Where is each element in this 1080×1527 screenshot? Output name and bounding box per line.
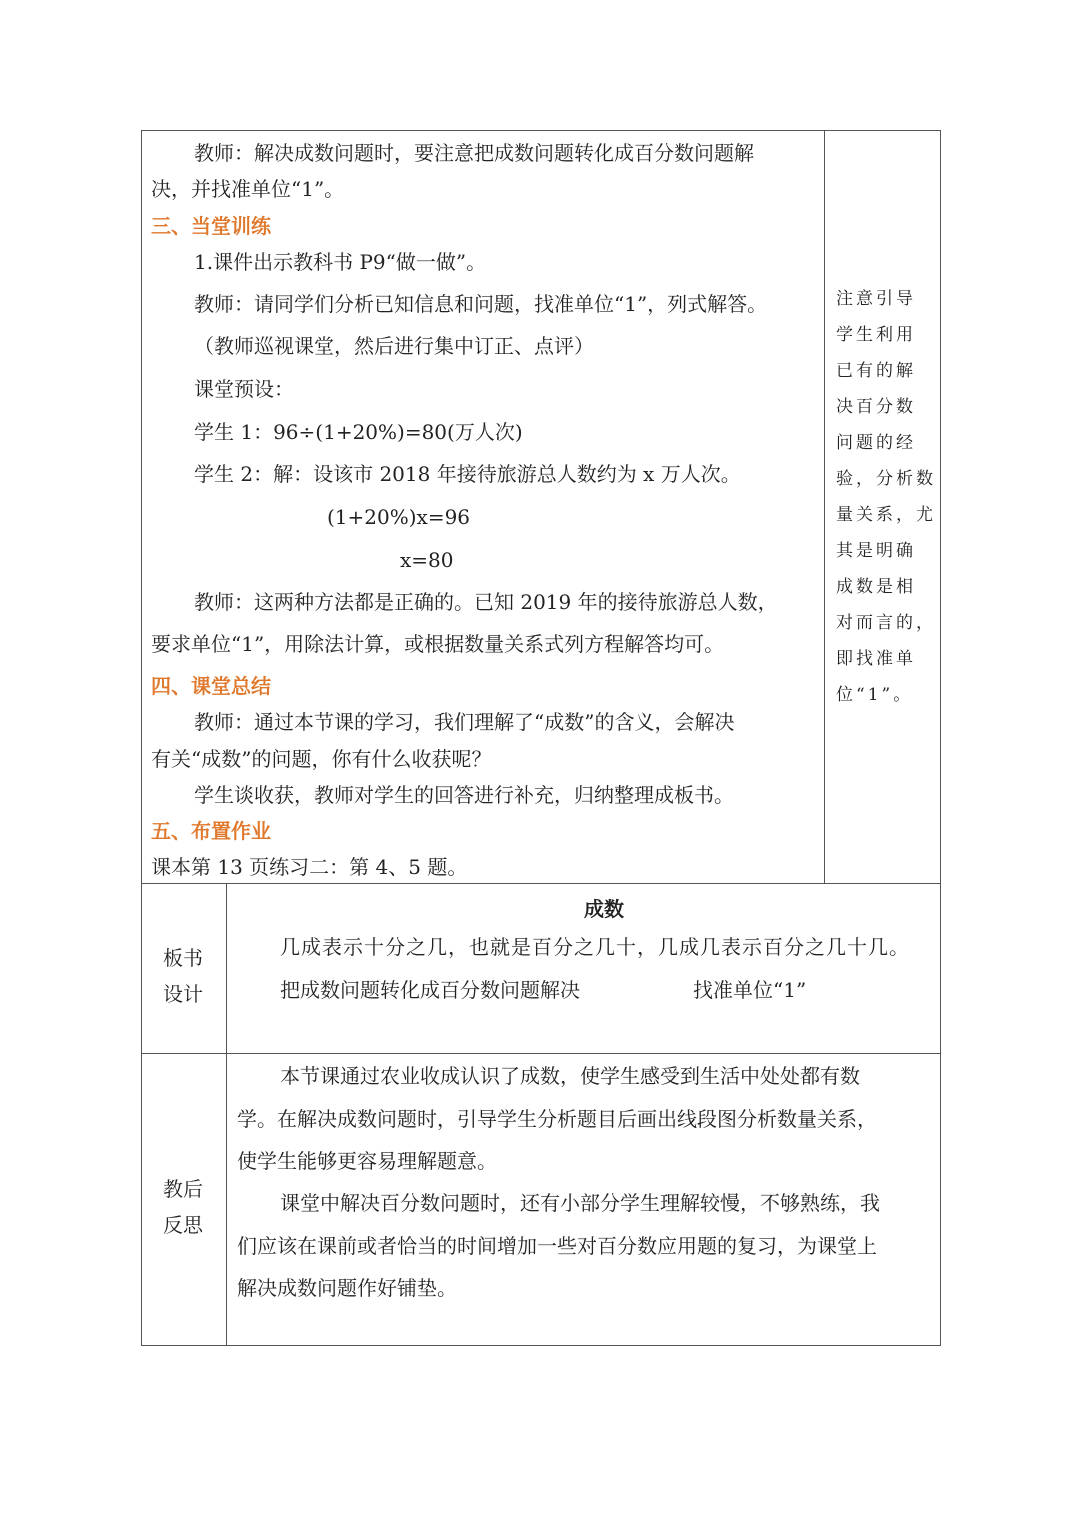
equation-line: x=80	[400, 548, 454, 572]
reflection-line: 们应该在课前或者恰当的时间增加一些对百分数应用题的复习，为课堂上	[237, 1234, 877, 1258]
reflection-line: 使学生能够更容易理解题意。	[237, 1149, 497, 1173]
board-line: 找准单位“1”	[693, 978, 807, 1002]
side-note-line: 已有的解	[836, 361, 916, 381]
reflection-line: 课堂中解决百分数问题时，还有小部分学生理解较慢，不够熟练，我	[280, 1191, 880, 1215]
lesson-plan-table	[141, 130, 941, 1346]
row-divider-board	[141, 883, 941, 884]
side-note-line: 其是明确	[836, 541, 916, 561]
side-note-line: 决百分数	[836, 397, 916, 417]
section-heading-practice: 三、当堂训练	[151, 214, 271, 238]
board-design-label: 设计	[163, 982, 203, 1006]
section-heading-homework: 五、布置作业	[151, 819, 271, 843]
side-note-line: 注意引导	[836, 289, 916, 309]
equation-line: (1+20%)x=96	[327, 505, 471, 529]
side-note-line: 成数是相	[836, 577, 916, 597]
board-line: 几成表示十分之几，也就是百分之几十，几成几表示百分之几十几。	[280, 935, 910, 959]
summary-line: 学生谈收获，教师对学生的回答进行补充，归纳整理成板书。	[194, 783, 734, 807]
table-border-left	[141, 130, 142, 1346]
reflection-label: 反思	[163, 1213, 203, 1237]
student-answer-1: 学生 1：96÷(1+20%)=80(万人次)	[194, 420, 523, 444]
teacher-conclusion-line: 要求单位“1”，用除法计算，或根据数量关系式列方程解答均可。	[151, 632, 725, 656]
teacher-summary-line: 教师：解决成数问题时，要注意把成数问题转化成百分数问题解	[194, 141, 754, 165]
row-divider-reflection	[141, 1053, 941, 1054]
table-border-bottom	[141, 1345, 941, 1346]
side-note-line: 学生利用	[836, 325, 916, 345]
board-line: 把成数问题转化成百分数问题解决	[280, 978, 580, 1002]
side-note-line: 位“1”。	[836, 685, 914, 705]
side-note-line: 即找准单	[836, 649, 916, 669]
side-note-line: 验，分析数	[836, 469, 936, 489]
table-border-top	[141, 130, 941, 131]
homework-line: 课本第 13 页练习二：第 4、5 题。	[151, 855, 468, 879]
note-column-divider	[824, 130, 825, 883]
side-note-line: 问题的经	[836, 433, 916, 453]
table-border-right	[940, 130, 941, 1346]
reflection-line: 学。在解决成数问题时，引导学生分析题目后画出线段图分析数量关系，	[237, 1107, 877, 1131]
section-heading-summary: 四、课堂总结	[151, 674, 271, 698]
patrol-note: （教师巡视课堂，然后进行集中订正、点评）	[194, 334, 594, 358]
reflection-line: 解决成数问题作好铺垫。	[237, 1276, 457, 1300]
student-answer-2: 学生 2：解：设该市 2018 年接待旅游总人数约为 x 万人次。	[194, 462, 741, 486]
board-title: 成数	[584, 897, 624, 921]
teacher-conclusion-line: 教师：这两种方法都是正确的。已知 2019 年的接待旅游总人数，	[194, 590, 778, 614]
preset-label: 课堂预设：	[194, 377, 294, 401]
label-column-divider	[226, 883, 227, 1346]
board-design-label: 板书	[163, 946, 203, 970]
teacher-summary-line: 决，并找准单位“1”。	[151, 177, 345, 201]
summary-line: 教师：通过本节课的学习，我们理解了“成数”的含义，会解决	[194, 710, 735, 734]
summary-line: 有关“成数”的问题，你有什么收获呢？	[151, 747, 492, 771]
reflection-label: 教后	[163, 1177, 203, 1201]
teacher-prompt: 教师：请同学们分析已知信息和问题，找准单位“1”，列式解答。	[194, 292, 768, 316]
exercise-item: 1.课件出示教科书 P9“做一做”。	[194, 250, 487, 274]
reflection-line: 本节课通过农业收成认识了成数，使学生感受到生活中处处都有数	[280, 1064, 860, 1088]
side-note-line: 量关系，尤	[836, 505, 936, 525]
side-note-line: 对而言的，	[836, 613, 936, 633]
